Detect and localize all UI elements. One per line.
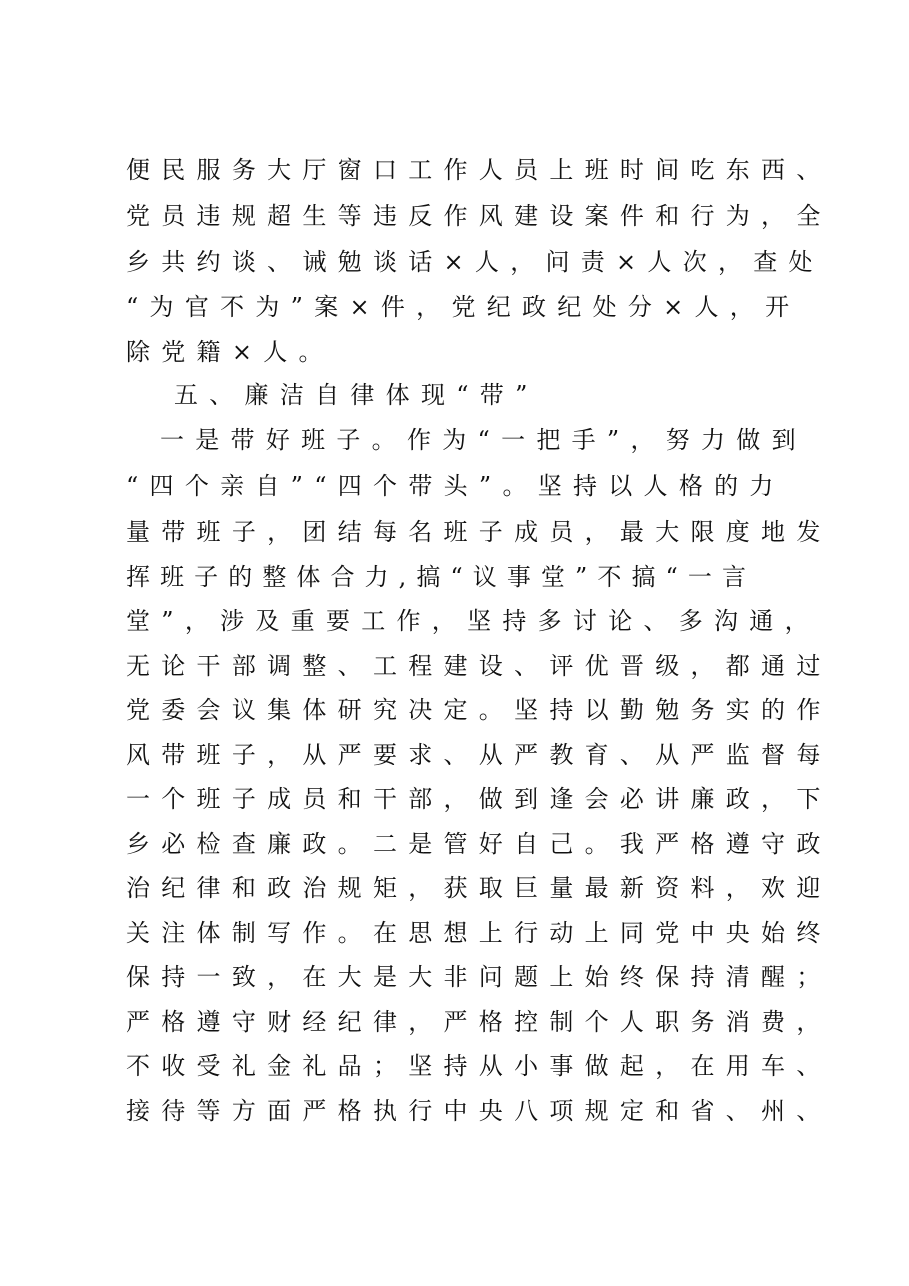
body-text-line: 风带班子，从严要求、从严教育、从严监督每 [126,741,832,769]
body-text-line: 挥班子的整体合力,搞“议事堂”不搞“一言 [126,563,757,591]
body-text-line: 无论干部调整、工程建设、评优晋级，都通过 [126,652,832,680]
body-text-line: “四个亲自”“四个带头”。坚持以人格的力 [126,472,785,500]
body-text-line: 关注体制写作。在思想上行动上同党中央始终 [126,919,832,947]
body-text-line: 党委会议集体研究决定。坚持以勤勉务实的作 [126,696,832,724]
body-text-line: 治纪律和政治规矩，获取巨量最新资料，欢迎 [126,874,832,902]
paragraph-first-line: 一是带好班子。作为“一把手”，努力做到 [160,426,807,454]
body-text-line: 堂”，涉及重要工作，坚持多讨论、多沟通， [126,607,820,635]
body-text-line: 严格遵守财经纪律，严格控制个人职务消费， [126,1008,832,1036]
body-text-line: 接待等方面严格执行中央八项规定和省、州、 [126,1097,832,1125]
section-heading: 五、廉洁自律体现“带” [174,381,539,409]
body-text-line: 一个班子成员和干部，做到逢会必讲廉政，下 [126,785,832,813]
body-text-line: 保持一致，在大是大非问题上始终保持清醒； [126,963,832,991]
body-text-line: 量带班子，团结每名班子成员，最大限度地发 [126,518,832,546]
body-text-line: 除党籍×人。 [126,338,334,366]
body-text-line: “为官不为”案×件，党纪政纪处分×人，开 [126,293,801,321]
body-text-line: 党员违规超生等违反作风建设案件和行为，全 [126,202,832,230]
body-text-line: 便民服务大厅窗口工作人员上班时间吃东西、 [126,156,832,184]
body-text-line: 不收受礼金礼品；坚持从小事做起，在用车、 [126,1052,832,1080]
body-text-line: 乡必检查廉政。二是管好自己。我严格遵守政 [126,830,832,858]
body-text-line: 乡共约谈、诫勉谈话×人，问责×人次，查处 [126,248,824,276]
